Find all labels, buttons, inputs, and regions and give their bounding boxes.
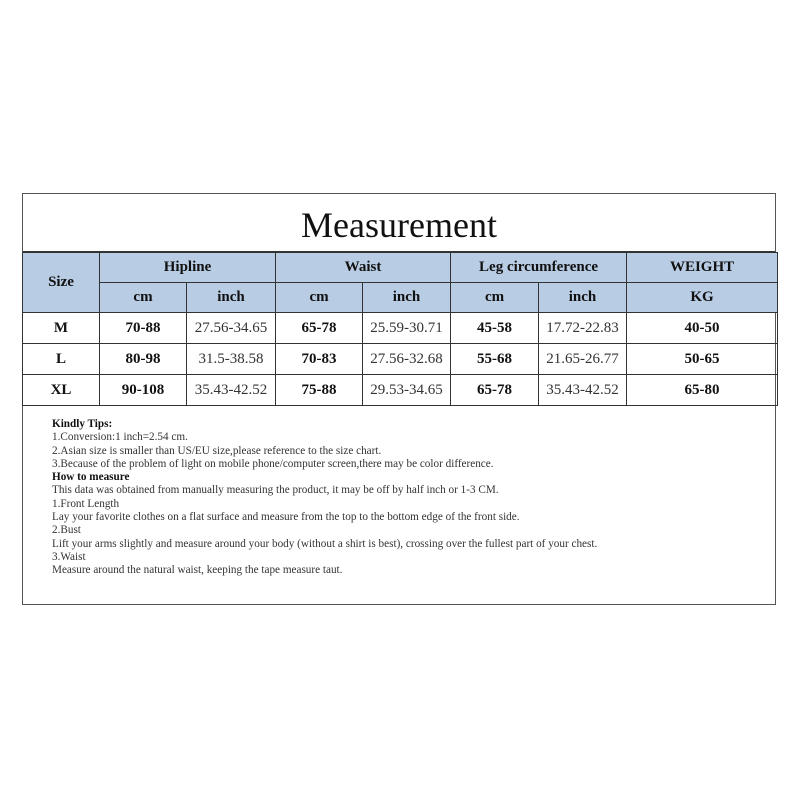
leg-inch-cell: 35.43-42.52	[539, 375, 627, 406]
waist-cm-cell: 75-88	[276, 375, 363, 406]
tip-item: 2.Asian size is smaller than US/EU size,please reference to the size chart.	[52, 444, 382, 457]
weight-kg-cell: 65-80	[627, 375, 778, 406]
size-table	[22, 252, 778, 406]
weight-kg-header: KG	[627, 283, 778, 313]
waist-inch-cell: 25.59-30.71	[363, 313, 451, 344]
kindly-tips-heading: Kindly Tips:	[52, 418, 113, 430]
table-row	[23, 313, 778, 344]
hipline-header: Hipline	[100, 253, 276, 283]
tips-section	[23, 406, 775, 578]
hip-inch-cell: 35.43-42.52	[187, 375, 276, 406]
leg-inch-cell: 17.72-22.83	[539, 313, 627, 344]
header-row-units	[23, 283, 778, 313]
hip-inch-cell: 27.56-34.65	[187, 313, 276, 344]
size-chart-sheet	[22, 193, 776, 605]
waist-inch-cell: 27.56-32.68	[363, 344, 451, 375]
waist-inch-header: inch	[363, 283, 451, 313]
size-cell: XL	[23, 375, 100, 406]
measure-line: This data was obtained from manually measuring the product, it may be off by half inch or 1-3 CM.	[52, 484, 499, 497]
leg-inch-cell: 21.65-26.77	[539, 344, 627, 375]
hip-cm-cell: 80-98	[100, 344, 187, 375]
waist-cm-header: cm	[276, 283, 363, 313]
hipline-cm-header: cm	[100, 283, 187, 313]
measure-line: Lay your favorite clothes on a flat surface and measure from the top to the bottom edge of the front side.	[52, 511, 520, 524]
tip-item: 1.Conversion:1 inch=2.54 cm.	[52, 431, 188, 444]
hip-inch-cell: 31.5-38.58	[187, 344, 276, 375]
weight-kg-cell: 50-65	[627, 344, 778, 375]
hip-cm-cell: 70-88	[100, 313, 187, 344]
leg-cm-cell: 65-78	[451, 375, 539, 406]
measure-line: 2.Bust	[52, 524, 81, 537]
waist-inch-cell: 29.53-34.65	[363, 375, 451, 406]
chart-title: Measurement	[23, 194, 775, 252]
table-row	[23, 375, 778, 406]
weight-kg-cell: 40-50	[627, 313, 778, 344]
measure-line: 1.Front Length	[52, 497, 120, 510]
hipline-inch-header: inch	[187, 283, 276, 313]
measure-line: Lift your arms slightly and measure around your body (without a shirt is best), crossing over the fullest part of your chest.	[52, 537, 598, 550]
leg-inch-header: inch	[539, 283, 627, 313]
leg-circumference-header: Leg circumference	[451, 253, 627, 283]
measure-line: Measure around the natural waist, keeping the tape measure taut.	[52, 564, 343, 577]
leg-cm-header: cm	[451, 283, 539, 313]
waist-cm-cell: 70-83	[276, 344, 363, 375]
waist-header: Waist	[276, 253, 451, 283]
measure-line: 3.Waist	[52, 550, 86, 563]
how-to-measure-heading: How to measure	[52, 471, 130, 484]
size-cell: M	[23, 313, 100, 344]
waist-cm-cell: 65-78	[276, 313, 363, 344]
leg-cm-cell: 45-58	[451, 313, 539, 344]
header-row-groups	[23, 253, 778, 283]
size-cell: L	[23, 344, 100, 375]
tip-item: 3.Because of the problem of light on mobile phone/computer screen,there may be color difference.	[52, 457, 494, 470]
hip-cm-cell: 90-108	[100, 375, 187, 406]
size-header: Size	[23, 253, 100, 313]
weight-header: WEIGHT	[627, 253, 778, 283]
leg-cm-cell: 55-68	[451, 344, 539, 375]
table-row	[23, 344, 778, 375]
